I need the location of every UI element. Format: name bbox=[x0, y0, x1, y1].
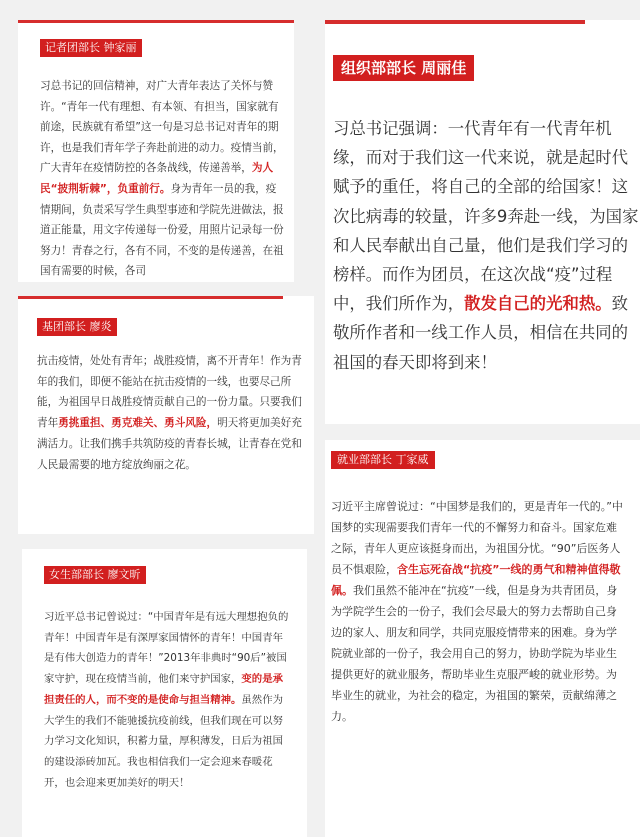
statement-text-before: 习近平主席曾说过：“中国梦是我们的，更是青年一代的。”中国梦的实现需要我们青年一代的不懈努力和奋斗。国家危难之际，青年人更应该挺身而出，为祖国分忧。“90”后医务人员不惧艰险， bbox=[331, 500, 623, 576]
statement-text-after: 明天将更加美好充满活力。让我们携手共筑防疫的青春长城，让青春在党和人民最需要的地方绽放绚丽之花。 bbox=[37, 417, 302, 471]
card-top-divider bbox=[18, 20, 294, 23]
statement-text bbox=[331, 496, 623, 727]
statement-card-female-students bbox=[22, 549, 307, 837]
speaker-tag: 记者团部长 钟家丽 bbox=[40, 39, 142, 57]
statement-text-before: 抗击疫情，处处有青年；战胜疫情，离不开青年！作为青年的我们，即便不能站在抗击疫情的一线，也要尽己所能，为祖国早日战胜疫情贡献自己的一份力量。只要我们青年 bbox=[37, 355, 302, 430]
statement-text bbox=[333, 114, 640, 377]
statement-highlight: 勇挑重担、勇克难关、勇斗风险， bbox=[58, 417, 218, 430]
speaker-tag: 女生部部长 廖文昕 bbox=[44, 566, 146, 584]
statement-highlight: 散发自己的光和热。 bbox=[464, 294, 612, 314]
card-top-divider bbox=[18, 296, 283, 299]
statement-text bbox=[40, 76, 284, 282]
statement-text-after: 我们虽然不能冲在“抗疫”一线，但是身为共青团员，身为学院学生会的一份子，我们会尽最大的努力去帮助自己身边的家人、朋友和同学，共同克服疫情带来的困难。身为学院就业部的一份子，我会用自己的努力，协助学院为毕业生提供更好的就业服务，帮助毕业生克服严峻的就业形势。为毕业生的就业，为社会的稳定，为祖国的繁荣，贡献绵薄之力。 bbox=[331, 584, 618, 723]
statement-card-league bbox=[18, 296, 314, 534]
statement-text-after: 身为青年一员的我，疫情期间，负责采写学生典型事迹和学院先进做法，报道正能量，用文字传递每一份爱，用照片记录每一份努力！青春之行，各有不同，不变的是传递善，在祖国有需要的时候，各司 bbox=[40, 182, 284, 278]
statement-text bbox=[37, 351, 307, 475]
statement-highlight: 为人民“披荆斩棘”，负重前行。 bbox=[40, 162, 274, 195]
card-top-divider bbox=[325, 20, 585, 24]
statement-card-journalist bbox=[18, 20, 294, 282]
statement-highlight: 变的是承担责任的人，而不变的是使命与担当精神。 bbox=[44, 673, 283, 706]
statement-text-before: 习近平总书记曾说过：“中国青年是有远大理想抱负的青年！中国青年是有深厚家国情怀的青年！中国青年是有伟大创造力的青年！”2013年非典时“90后”被国家守护，现在疫情当前，他们来守护国家， bbox=[44, 611, 289, 686]
statement-highlight: 含生忘死奋战“抗疫”一线的勇气和精神值得敬佩。 bbox=[331, 563, 621, 597]
statement-card-employment bbox=[325, 440, 640, 837]
statement-text bbox=[44, 607, 290, 793]
speaker-tag: 就业部部长 丁家威 bbox=[331, 451, 435, 469]
statement-text-before: 习总书记的回信精神，对广大青年表达了关怀与赞许。“青年一代有理想、有本领、有担当，国家就有前途，民族就有希望”这一句是习总书记对青年的期许，也是我们青年学子奔赴前进的动力。疫情当前，广大青年在疫情防控的各条战线，传递善举， bbox=[40, 80, 284, 175]
statement-text-after: 虽然作为大学生的我们不能驰援抗疫前线，但我们现在可以努力学习文化知识，积蓄力量，厚积薄发，日后为祖国的建设添砖加瓦。我也相信我们一定会迎来春暖花开，也会迎来更加美好的明天！ bbox=[44, 693, 283, 789]
statement-card-organization bbox=[325, 20, 640, 424]
speaker-tag: 组织部部长 周丽佳 bbox=[333, 55, 474, 81]
speaker-tag: 基团部长 廖炎 bbox=[37, 318, 117, 336]
statement-text-before: 习总书记强调：一代青年有一代青年机缘，而对于我们这一代来说，就是起时代赋予的重任，将自己的全部的给国家！这次比病毒的较量，许多9奔赴一线，为国家和人民奉献出自己量，他们是我们学习的榜样。而作为团员，在这次战“疫”过程中，我们所作为， bbox=[333, 119, 639, 314]
statement-text-after: 致敬所作者和一线工作人员，相信在共同的祖国的春天即将到来！ bbox=[333, 294, 629, 372]
